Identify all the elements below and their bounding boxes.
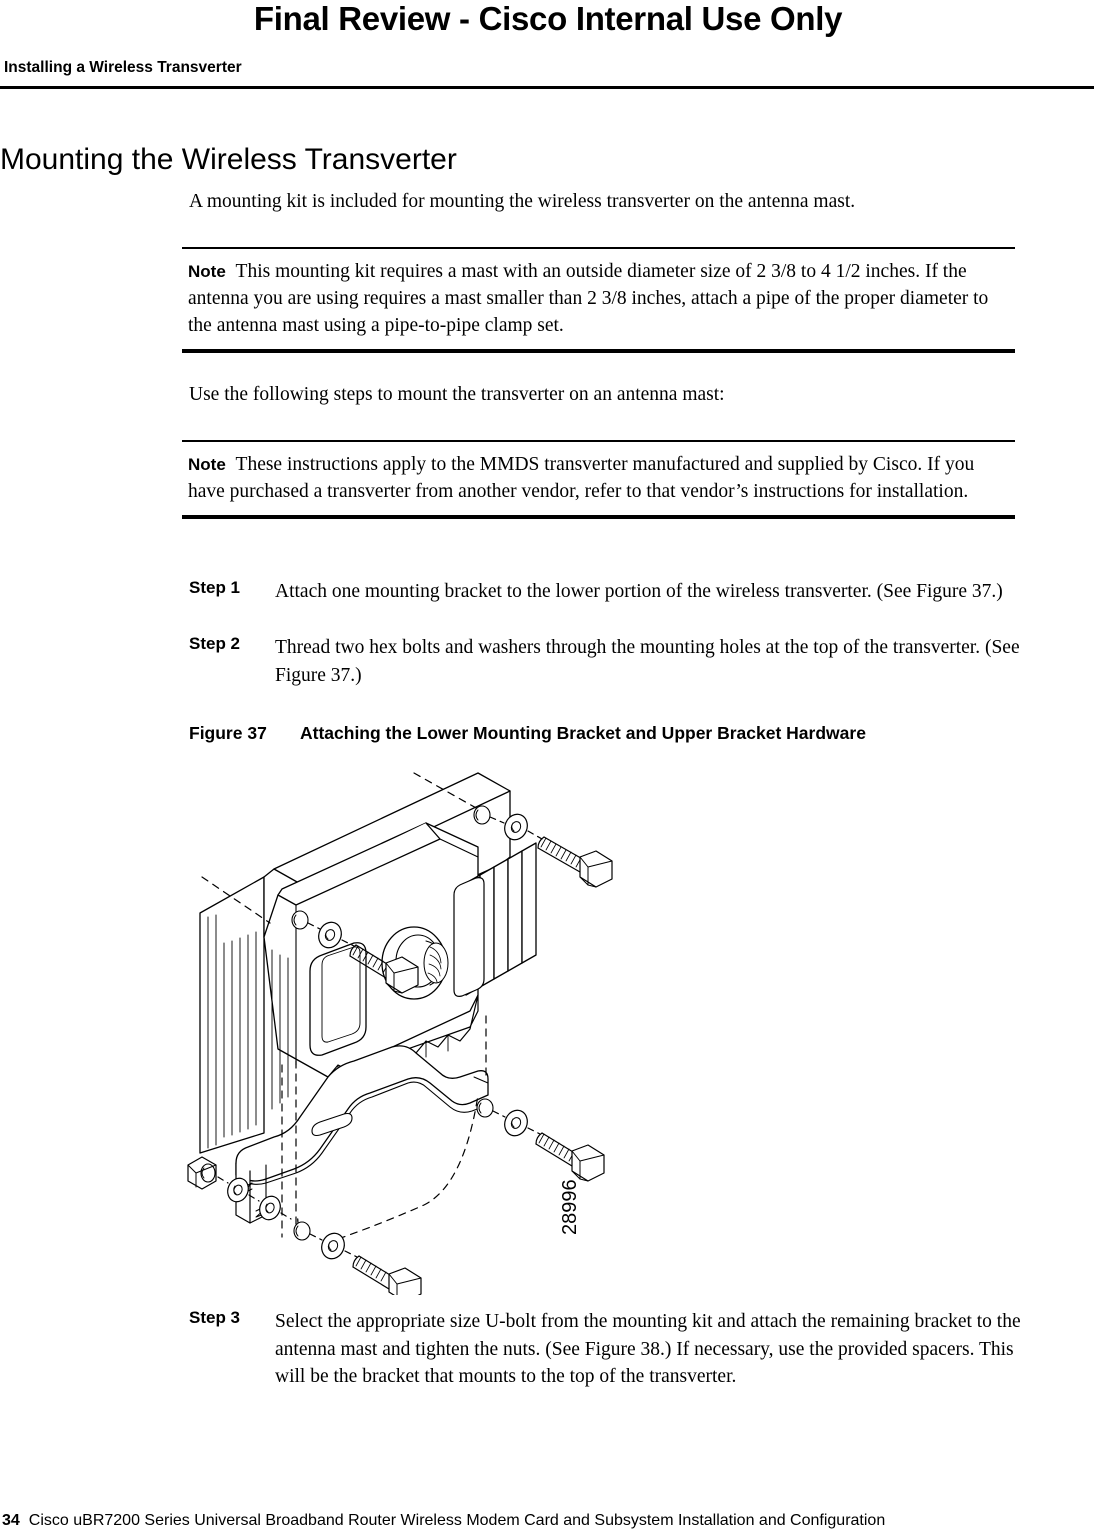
figure-number: Figure 37 (189, 723, 267, 743)
step-item-2 (189, 634, 1021, 689)
flat-washer (318, 1230, 348, 1262)
running-head: Installing a Wireless Transverter (4, 59, 242, 76)
flat-washer (501, 1107, 531, 1139)
hex-bolt (353, 1256, 421, 1295)
note-body (182, 249, 1015, 349)
transverter-recessed-panel (310, 943, 366, 1056)
footer-page-number: 34 (2, 1512, 20, 1529)
note-body (182, 442, 1015, 515)
note-label: Note (188, 455, 226, 474)
step-label: Step 3 (189, 1308, 241, 1327)
footer-document-title: Cisco uBR7200 Series Universal Broadband Router Wireless Modem Card and Subsystem Installation and Configuration (28, 1512, 886, 1529)
step-item-1 (189, 578, 1021, 606)
hex-bolt (538, 837, 612, 887)
review-banner: Final Review - Cisco Internal Use Only (253, 0, 843, 37)
step-item-3 (189, 1308, 1021, 1391)
hex-bolt (536, 1133, 604, 1181)
lower-right-bolt-assembly (477, 1099, 604, 1181)
step-text: Attach one mounting bracket to the lower portion of the wireless transverter. (See Figure 37.) (275, 581, 1003, 602)
step-text: Select the appropriate size U-bolt from the mounting kit and attach the remaining bracket to the antenna mast and tighten the nuts. (See Figure 38.) If necessary, use the provided spacers. This will be the bracket that mounts to the top of the transverter. (275, 1311, 1021, 1387)
note-block-2 (182, 440, 1015, 519)
note-text: These instructions apply to the MMDS transverter manufactured and supplied by Cisco. If you have purchased a transverter from another vendor, refer to that vendor’s instructions for installation. (188, 454, 975, 502)
figure-art-id: 28996 (559, 1179, 581, 1235)
figure-illustration (178, 765, 628, 1295)
figure-caption (189, 723, 866, 744)
note-text: This mounting kit requires a mast with an outside diameter size of 2 3/8 to 4 1/2 inches. If the antenna you are using requires a mast smaller than 2 3/8 inches, attach a pipe of the proper diameter to the antenna mast using a pipe-to-pipe clamp set. (188, 261, 989, 336)
step-label: Step 1 (189, 578, 241, 597)
use-steps-paragraph: Use the following steps to mount the transverter on an antenna mast: (189, 384, 725, 405)
note-label: Note (188, 262, 226, 281)
figure-title: Attaching the Lower Mounting Bracket and Upper Bracket Hardware (300, 723, 866, 743)
note-rule-bottom (182, 349, 1015, 353)
note-block-1 (182, 247, 1015, 353)
page-title: Mounting the Wireless Transverter (0, 143, 457, 176)
note-rule-bottom (182, 515, 1015, 519)
intro-paragraph: A mounting kit is included for mounting the wireless transverter on the antenna mast. (189, 191, 856, 212)
header-divider (0, 86, 1094, 89)
hex-nut (188, 1157, 216, 1189)
page-footer (2, 1512, 885, 1530)
step-label: Step 2 (189, 634, 241, 653)
step-text: Thread two hex bolts and washers through the mounting holes at the top of the transverter. (See Figure 37.) (275, 637, 1020, 686)
bottom-bolt-assembly (294, 1222, 421, 1295)
